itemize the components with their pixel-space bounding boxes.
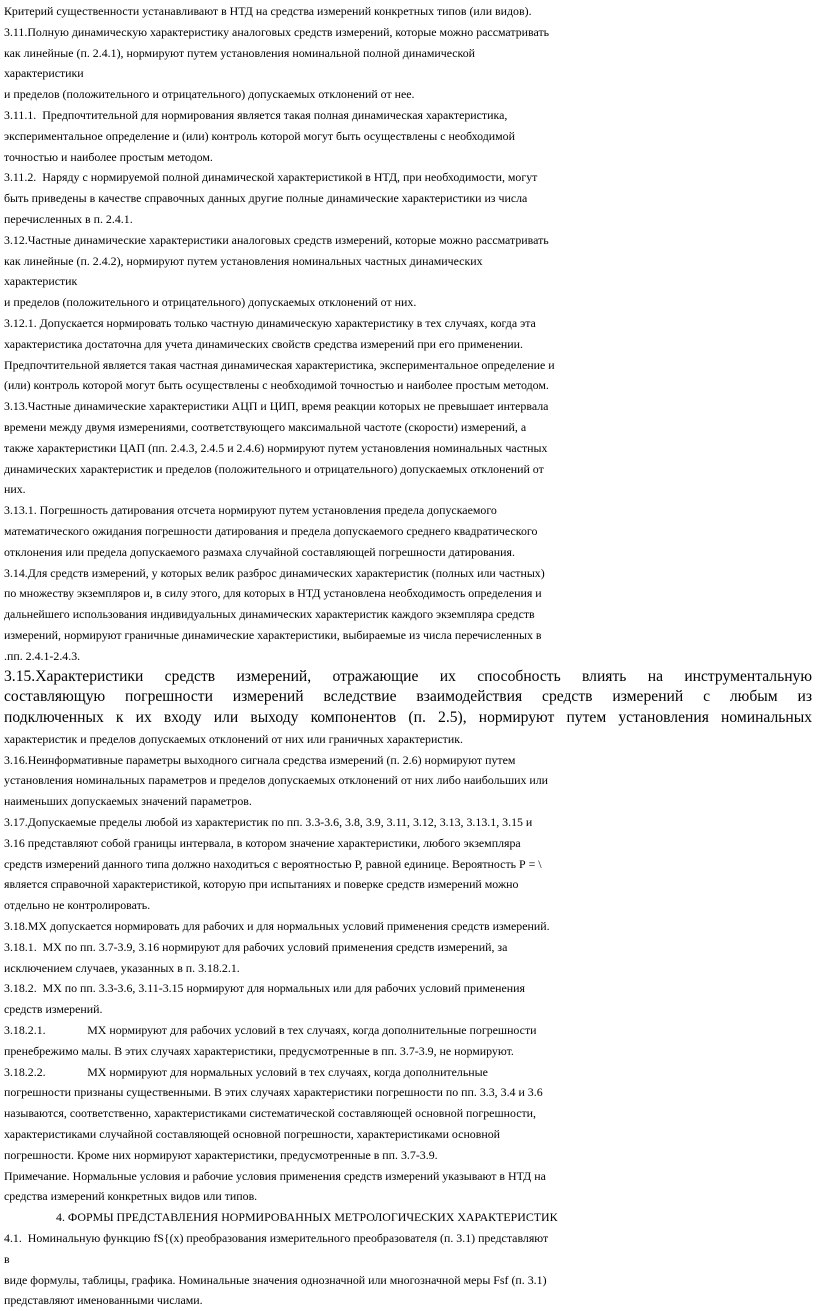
- text-line: 3.15.Характеристики средств измерений, отражающие их способность влиять на инструментальную: [4, 667, 812, 685]
- text-line: .пп. 2.4.1-2.4.3.: [4, 648, 81, 663]
- text-line: погрешности признаны существенными. В этих случаях характеристики погрешности по пп. 3.3, 3.4 и 3.6: [4, 1085, 543, 1100]
- text-line: также характеристики ЦАП (пп. 2.4.3, 2.4.5 и 2.4.6) нормируют путем установления номинальных частных: [4, 440, 548, 455]
- text-line: математического ожидания погрешности датирования и предела допускаемого среднего квадратического: [4, 523, 538, 538]
- text-line: дальнейшего использования индивидуальных динамических характеристик каждого экземпляра средств: [4, 607, 535, 622]
- text-line: и пределов (положительного и отрицательного) допускаемых отклонений от нее.: [4, 87, 415, 102]
- text-line: экспериментальное определение и (или) контроль которой могут быть осуществлены с необходимой: [4, 128, 515, 143]
- text-line: 3.11.2. Наряду с нормируемой полной динамической характеристикой в НТД, при необходимости, могут: [4, 170, 538, 185]
- text-line: характеристика достаточна для учета динамических свойств средства измерений при его применении.: [4, 336, 523, 351]
- text-line: 3.13.Частные динамические характеристики АЦП и ЦИП, время реакции которых не превышает интервала: [4, 399, 549, 414]
- text-line: Предпочтительной является такая частная динамическая характеристика, экспериментальное определение и: [4, 357, 555, 372]
- text-line: характеристик и пределов допускаемых отклонений от них или граничных характеристик.: [4, 731, 463, 746]
- text-line: быть приведены в качестве справочных данных другие полные динамические характеристики из числа: [4, 191, 528, 206]
- text-line: 3.12.1. Допускается нормировать только частную динамическую характеристику в тех случаях, когда эта: [4, 315, 536, 330]
- text-line: 3.11.Полную динамическую характеристику аналоговых средств измерений, которые можно рассматривать: [4, 24, 550, 39]
- text-line: Примечание. Нормальные условия и рабочие условия применения средств измерений указывают в НТД на: [4, 1168, 546, 1183]
- text-line: Критерий существенности устанавливают в НТД на средства измерений конкретных типов (или видов).: [4, 4, 532, 18]
- text-line: 3.18.2.2. МХ нормируют для нормальных условий в тех случаях, когда дополнительные: [4, 1064, 488, 1079]
- text-line: 4.1. Номинальную функцию fS{(x) преобразования измерительного преобразователя (п. 3.1) представляют: [4, 1231, 549, 1246]
- text-line: 3.16 представляют собой границы интервала, в котором значение характеристики, любого экземпляра: [4, 835, 521, 850]
- text-line: подключенных к их входу или выходу компонентов (п. 2.5), нормируют путем установления номинальных: [4, 709, 812, 727]
- text-line: 3.18.1. МХ по пп. 3.7-3.9, 3.16 нормируют для рабочих условий применения средств измерений, за: [4, 939, 508, 954]
- text-line: них.: [4, 482, 26, 497]
- text-line: исключением случаев, указанных в п. 3.18.2.1.: [4, 960, 240, 975]
- text-line: виде формулы, таблицы, графика. Номинальные значения однозначной или многозначной меры Fsf (п. 3.1): [4, 1272, 547, 1287]
- text-line: 3.18.2. МХ по пп. 3.3-3.6, 3.11-3.15 нормируют для нормальных или для рабочих условий применения: [4, 981, 525, 996]
- text-line: средств измерений данного типа должно находиться с вероятностью Р, равной единице. Вероятность Р = \: [4, 856, 542, 871]
- text-line: установления номинальных параметров и пределов допускаемых отклонений от них либо наибольших или: [4, 773, 549, 788]
- text-line: средства измерений конкретных видов или типов.: [4, 1189, 258, 1204]
- text-line: отклонения или предела допускаемого размаха случайной составляющей погрешности датирования.: [4, 544, 515, 559]
- text-line: называются, соответственно, характеристиками систематической составляющей основной погрешности,: [4, 1106, 537, 1121]
- text-line: (или) контроль которой могут быть осуществлены с необходимой точностью и наиболее простым методом.: [4, 378, 549, 393]
- text-line: является справочной характеристикой, которую при испытаниях и поверке средств измерений можно: [4, 877, 519, 892]
- text-line: 3.13.1. Погрешность датирования отсчета нормируют путем установления предела допускаемого: [4, 503, 497, 518]
- text-line: 3.11.1. Предпочтительной для нормирования является такая полная динамическая характеристика,: [4, 107, 508, 122]
- text-line: погрешности. Кроме них нормируют характеристики, предусмотренные в пп. 3.7-3.9.: [4, 1147, 438, 1162]
- text-line: в: [4, 1251, 10, 1266]
- text-line: 3.12.Частные динамические характеристики аналоговых средств измерений, которые можно рассматривать: [4, 232, 549, 247]
- text-line: 3.18.МХ допускается нормировать для рабочих и для нормальных условий применения средств измерений.: [4, 919, 550, 934]
- text-line: измерений, нормируют граничные динамические характеристики, выбираемые из числа перечисленных в: [4, 627, 542, 642]
- text-line: характеристики: [4, 66, 84, 81]
- text-line: по множеству экземпляров и, в силу этого, для которых в НТД установлена необходимость определения и: [4, 586, 542, 601]
- text-line: составляющую погрешности измерений вследствие взаимодействия средств измерений с любым из: [4, 688, 812, 706]
- text-line: 3.16.Неинформативные параметры выходного сигнала средства измерений (п. 2.6) нормируют путем: [4, 752, 516, 767]
- text-line: времени между двумя измерениями, соответствующего максимальной частоте (скорости) измерений, а: [4, 419, 527, 434]
- section-heading: 4. ФОРМЫ ПРЕДСТАВЛЕНИЯ НОРМИРОВАННЫХ МЕТРОЛОГИЧЕСКИХ ХАРАКТЕРИСТИК: [56, 1210, 558, 1225]
- text-line: отдельно не контролировать.: [4, 898, 151, 913]
- text-line: точностью и наиболее простым методом.: [4, 149, 213, 164]
- text-line: средств измерений.: [4, 1002, 103, 1017]
- text-line: как линейные (п. 2.4.2), нормируют путем установления номинальных частных динамических: [4, 253, 483, 268]
- text-line: и пределов (положительного и отрицательного) допускаемых отклонений от них.: [4, 295, 417, 310]
- text-line: характеристик: [4, 274, 78, 289]
- text-line: 3.18.2.1. МХ нормируют для рабочих условий в тех случаях, когда дополнительные погрешности: [4, 1023, 537, 1038]
- text-line: 3.14.Для средств измерений, у которых велик разброс динамических характеристик (полных или частных): [4, 565, 545, 580]
- text-line: наименьших допускаемых значений параметров.: [4, 794, 252, 809]
- text-line: пренебрежимо малы. В этих случаях характеристики, предусмотренные в пп. 3.7-3.9, не нормируют.: [4, 1043, 514, 1058]
- text-line: как линейные (п. 2.4.1), нормируют путем установления номинальной полной динамической: [4, 45, 476, 60]
- text-line: динамических характеристик и пределов (положительного и отрицательного) допускаемых отклонений от: [4, 461, 544, 476]
- text-line: представляют именованными числами.: [4, 1293, 203, 1308]
- text-line: 3.17.Допускаемые пределы любой из характеристик по пп. 3.3-3.6, 3.8, 3.9, 3.11, 3.12, 3.13, 3.13.1, 3.15 и: [4, 815, 533, 830]
- text-line: характеристиками случайной составляющей основной погрешности, характеристиками основной: [4, 1127, 501, 1142]
- text-line: перечисленных в п. 2.4.1.: [4, 211, 133, 226]
